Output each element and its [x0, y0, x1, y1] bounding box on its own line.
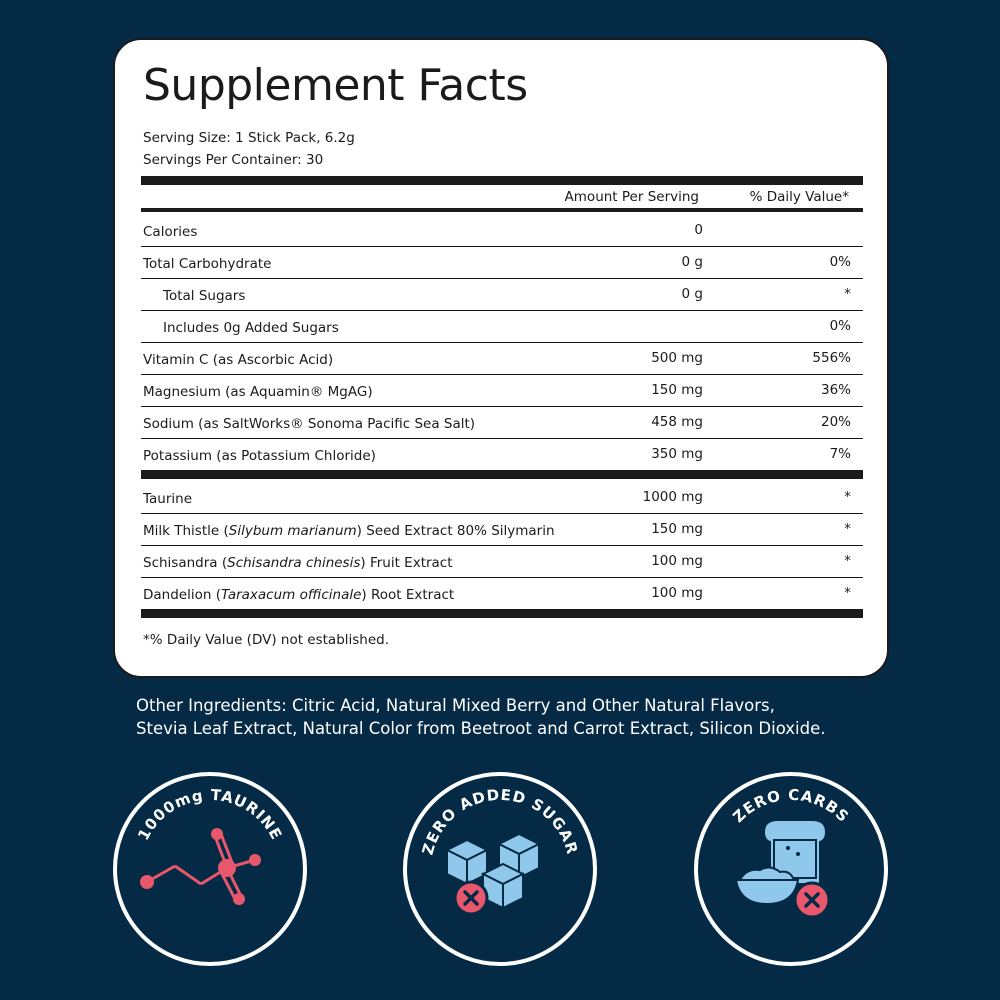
nutrient-row — [141, 280, 863, 311]
ingredient-row — [141, 547, 863, 578]
ingredient-row — [141, 579, 863, 610]
nutrient-name: Total Sugars — [163, 288, 246, 304]
ingredient-name: Schisandra (Schisandra chinesis) Fruit Extract — [143, 555, 453, 571]
nutrient-amount: 0 g — [681, 254, 703, 270]
badge-zero-added-sugar — [403, 772, 597, 966]
nutrient-dv: 0% — [829, 318, 851, 334]
nutrient-row — [141, 440, 863, 471]
nutrient-name: Total Carbohydrate — [143, 256, 272, 272]
thick-divider — [141, 609, 863, 618]
badge-zero-carbs — [694, 772, 888, 966]
ingredient-row — [141, 483, 863, 514]
ingredient-dv: * — [844, 553, 851, 569]
ingredient-dv: * — [844, 585, 851, 601]
badge-label: 1000mg TAURINE — [134, 785, 286, 844]
nutrient-dv: 20% — [820, 414, 851, 430]
sugar-cubes-icon — [403, 772, 597, 966]
nutrient-row — [141, 216, 863, 247]
nutrient-amount: 150 mg — [651, 382, 703, 398]
ingredient-amount: 150 mg — [651, 521, 703, 537]
nutrient-name: Potassium (as Potassium Chloride) — [143, 448, 376, 464]
other-ingredients-line: Stevia Leaf Extract, Natural Color from Beetroot and Carrot Extract, Silicon Dioxide. — [136, 719, 826, 738]
panel-title: Supplement Facts — [143, 60, 528, 111]
other-ingredients-line: Other Ingredients: Citric Acid, Natural Mixed Berry and Other Natural Flavors, — [136, 696, 775, 715]
ingredient-amount: 100 mg — [651, 585, 703, 601]
nutrient-name: Vitamin C (as Ascorbic Acid) — [143, 352, 334, 368]
nutrient-row — [141, 344, 863, 375]
nutrient-name: Magnesium (as Aquamin® MgAG) — [143, 384, 373, 400]
nutrient-name: Sodium (as SaltWorks® Sonoma Pacific Sea Salt) — [143, 416, 476, 432]
bread-bowl-icon — [694, 772, 888, 966]
nutrient-row — [141, 408, 863, 439]
nutrient-name: Includes 0g Added Sugars — [163, 320, 339, 336]
ingredient-amount: 1000 mg — [642, 489, 703, 505]
nutrient-dv: * — [844, 286, 851, 302]
badge-label: ZERO ADDED SUGAR — [418, 785, 582, 857]
nutrient-amount: 0 g — [681, 286, 703, 302]
nutrient-amount: 500 mg — [651, 350, 703, 366]
ingredient-name: Milk Thistle (Silybum marianum) Seed Extract 80% Silymarin — [143, 523, 555, 539]
nutrient-amount: 0 — [694, 222, 703, 238]
nutrient-row — [141, 248, 863, 279]
nutrient-name: Calories — [143, 224, 198, 240]
footnote: *% Daily Value (DV) not established. — [143, 632, 390, 648]
badge-taurine — [113, 772, 307, 966]
nutrient-dv: 0% — [829, 254, 851, 270]
header-divider — [141, 208, 863, 212]
nutrient-row — [141, 312, 863, 343]
supplement-facts-panel — [113, 38, 889, 678]
nutrient-amount: 350 mg — [651, 446, 703, 462]
column-header-amount: Amount Per Serving — [564, 189, 699, 205]
ingredient-dv: * — [844, 489, 851, 505]
badge-label: ZERO CARBS — [729, 785, 853, 827]
servings-per-container: Servings Per Container: 30 — [143, 152, 324, 168]
column-header-daily-value: % Daily Value* — [749, 189, 849, 205]
nutrient-dv: 7% — [829, 446, 851, 462]
thick-divider — [141, 470, 863, 479]
ingredient-name: Dandelion (Taraxacum officinale) Root Extract — [143, 587, 455, 603]
ingredient-row — [141, 515, 863, 546]
nutrient-dv: 36% — [820, 382, 851, 398]
nutrient-dv: 556% — [812, 350, 851, 366]
serving-size: Serving Size: 1 Stick Pack, 6.2g — [143, 130, 355, 146]
ingredient-amount: 100 mg — [651, 553, 703, 569]
ingredient-dv: * — [844, 521, 851, 537]
nutrient-row — [141, 376, 863, 407]
other-ingredients — [136, 694, 896, 740]
nutrient-amount: 458 mg — [651, 414, 703, 430]
molecule-icon — [113, 772, 307, 966]
ingredient-name: Taurine — [143, 491, 193, 507]
thick-divider — [141, 176, 863, 185]
